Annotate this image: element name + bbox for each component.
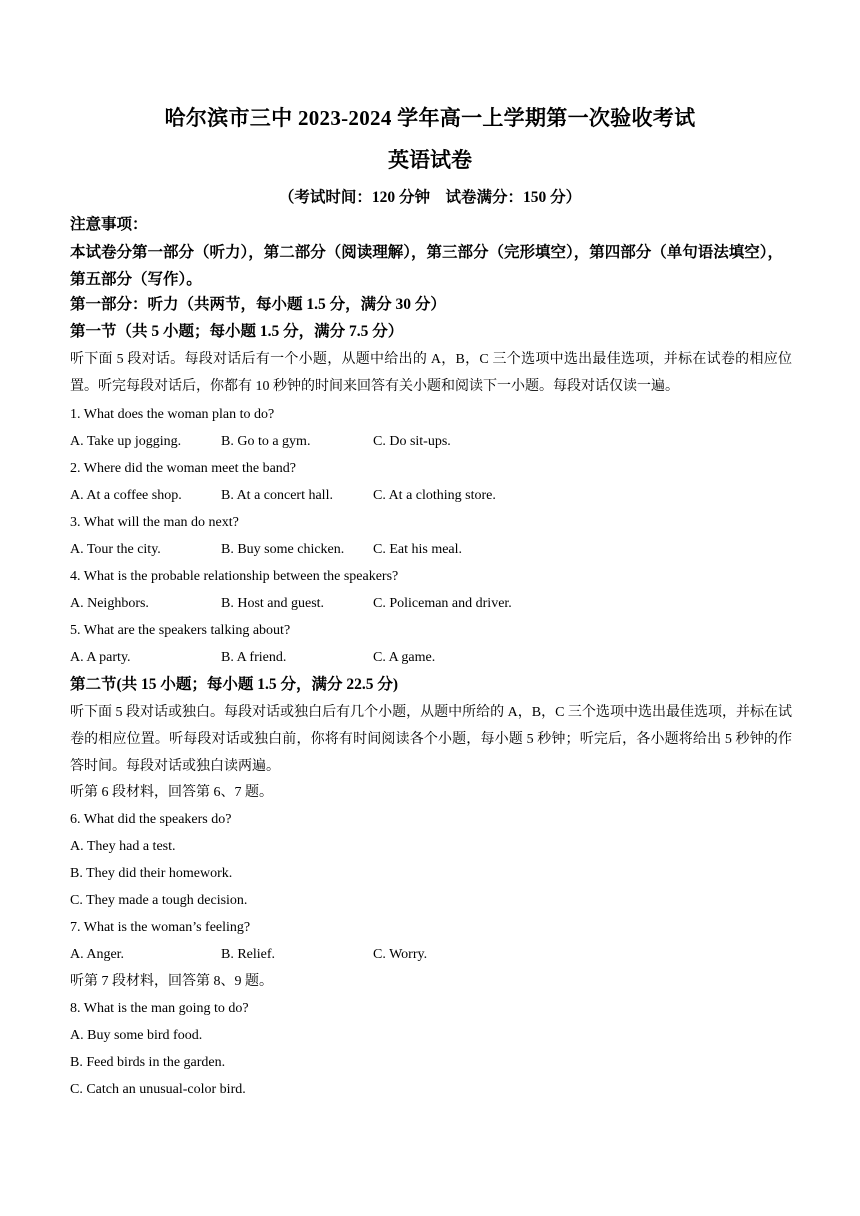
- question-8-option-c: C. Catch an unusual-color bird.: [70, 1082, 246, 1097]
- question-8: 8. What is the man going to do?: [70, 1001, 249, 1016]
- question-3: 3. What will the man do next?: [70, 515, 239, 530]
- option-b: B. Relief.: [221, 947, 276, 962]
- question-6-option-b: B. They did their homework.: [70, 866, 233, 881]
- option-a: A. Tour the city.: [70, 542, 161, 557]
- option-c: C. Eat his meal.: [373, 542, 463, 557]
- question-5: 5. What are the speakers talking about?: [70, 623, 291, 638]
- question-6: 6. What did the speakers do?: [70, 812, 232, 827]
- material-7-note: 听第 7 段材料，回答第 8、9 题。: [70, 974, 273, 989]
- question-2: 2. Where did the woman meet the band?: [70, 461, 296, 476]
- option-a: A. Anger.: [70, 947, 125, 962]
- section2-heading: 第二节(共 15 小题；每小题 1.5 分，满分 22.5 分): [70, 676, 399, 693]
- section2-instructions: 听下面 5 段对话或独白。每段对话或独白后有几个小题，从题中所给的 A，B，C 三个选项中选出最佳选项，并标在试卷的相应位置。听每段对话或独白前，你将有时间阅读各个小题，每小题 5 秒钟；听完后，各小题将给出 5 秒钟的作答时间。每段对话或独白读两遍。: [70, 705, 792, 774]
- option-c: C. At a clothing store.: [373, 488, 496, 503]
- option-c: C. A game.: [373, 650, 436, 665]
- option-a: A. At a coffee shop.: [70, 488, 182, 503]
- question-8-option-b: B. Feed birds in the garden.: [70, 1055, 226, 1070]
- option-a: A. Take up jogging.: [70, 434, 182, 449]
- option-c: C. Policeman and driver.: [373, 596, 512, 611]
- material-6-note: 听第 6 段材料，回答第 6、7 题。: [70, 785, 273, 800]
- part1-heading: 第一部分：听力（共两节，每小题 1.5 分，满分 30 分）: [70, 296, 446, 313]
- question-6-option-c: C. They made a tough decision.: [70, 893, 248, 908]
- exam-page: [70, 0, 792, 1216]
- question-4: 4. What is the probable relationship between the speakers?: [70, 569, 399, 584]
- section1-instructions: 听下面 5 段对话。每段对话后有一个小题，从题中给出的 A，B，C 三个选项中选出最佳选项，并标在试卷的相应位置。听完每段对话后，你都有 10 秒钟的时间来回答有关小题和阅读下一小题。每段对话仅读一遍。: [70, 352, 792, 394]
- question-7: 7. What is the woman’s feeling?: [70, 920, 251, 935]
- question-6-option-a: A. They had a test.: [70, 839, 176, 854]
- option-b: B. Go to a gym.: [221, 434, 311, 449]
- notice-text: 本试卷分第一部分（听力），第二部分（阅读理解），第三部分（完形填空），第四部分（单句语法填空），第五部分（写作）。: [70, 244, 784, 288]
- option-c: C. Worry.: [373, 947, 428, 962]
- option-a: A. Neighbors.: [70, 596, 149, 611]
- section1-heading: 第一节（共 5 小题；每小题 1.5 分，满分 7.5 分）: [70, 323, 404, 340]
- option-b: B. A friend.: [221, 650, 287, 665]
- exam-title: 哈尔滨市三中 2023-2024 学年高一上学期第一次验收考试: [164, 106, 696, 130]
- exam-info: （考试时间：120 分钟 试卷满分：150 分）: [278, 189, 582, 206]
- notice-heading: 注意事项：: [70, 216, 148, 233]
- exam-subtitle: 英语试卷: [388, 148, 472, 172]
- option-c: C. Do sit-ups.: [373, 434, 451, 449]
- option-a: A. A party.: [70, 650, 131, 665]
- option-b: B. Buy some chicken.: [221, 542, 345, 557]
- question-8-option-a: A. Buy some bird food.: [70, 1028, 203, 1043]
- option-b: B. At a concert hall.: [221, 488, 333, 503]
- option-b: B. Host and guest.: [221, 596, 325, 611]
- question-1: 1. What does the woman plan to do?: [70, 407, 275, 422]
